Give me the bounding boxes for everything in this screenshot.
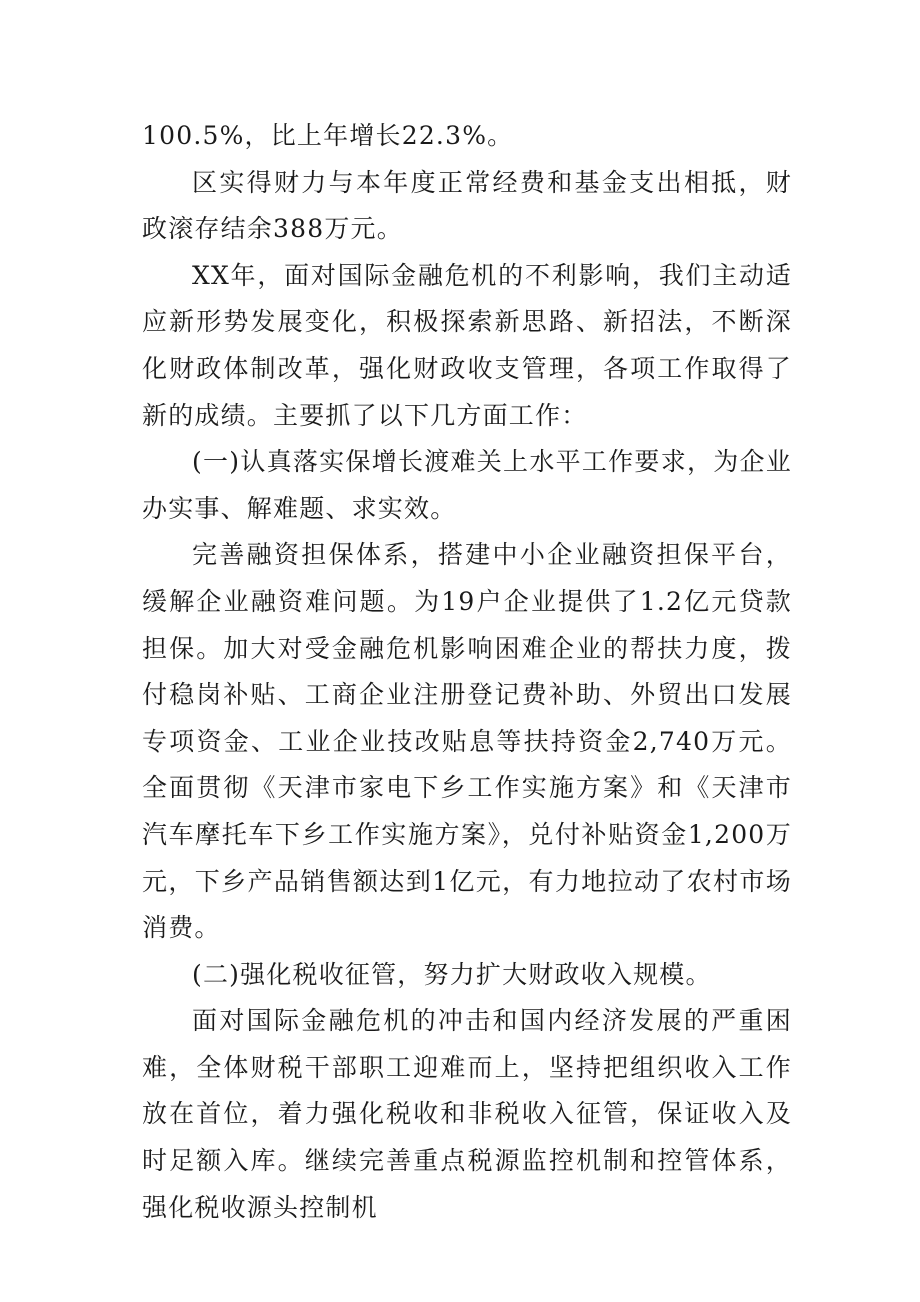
paragraph-annual-overview: XX年，面对国际金融危机的不利影响，我们主动适应新形势发展变化，积极探索新思路、新招法，不断深化财政体制改革，强化财政收支管理，各项工作取得了新的成绩。主要抓了以下几方面工作： — [142, 260, 792, 430]
section-heading-2: (二)强化税收征管，努力扩大财政收入规模。 — [192, 959, 712, 989]
paragraph-fiscal-balance: 区实得财力与本年度正常经费和基金支出相抵，财政滚存结余388万元。 — [142, 167, 792, 244]
document-body — [142, 113, 792, 1231]
paragraph-revenue-growth: 100.5%，比上年增长22.3%。 — [142, 121, 514, 150]
paragraph-financing-support: 完善融资担保体系，搭建中小企业融资担保平台，缓解企业融资难问题。为19户企业提供了1.2亿元贷款担保。加大对受金融危机影响困难企业的帮扶力度，拨付稳岗补贴、工商企业注册登记费补助、外贸出口发展专项资金、工业企业技改贴息等扶持资金2,740万元。全面贯彻《天津市家电下乡工作实施方案》和《天津市汽车摩托车下乡工作实施方案》，兑付补贴资金1,200万元，下乡产品销售额达到1亿元，有力地拉动了农村市场消费。 — [142, 540, 792, 943]
paragraph-tax-collection: 面对国际金融危机的冲击和国内经济发展的严重困难，全体财税干部职工迎难而上，坚持把组织收入工作放在首位，着力强化税收和非税收入征管，保证收入及时足额入库。继续完善重点税源监控机制和控管体系，强化税收源头控制机 — [142, 1006, 792, 1222]
section-heading-1: (一)认真落实保增长渡难关上水平工作要求，为企业办实事、解难题、求实效。 — [142, 447, 792, 523]
